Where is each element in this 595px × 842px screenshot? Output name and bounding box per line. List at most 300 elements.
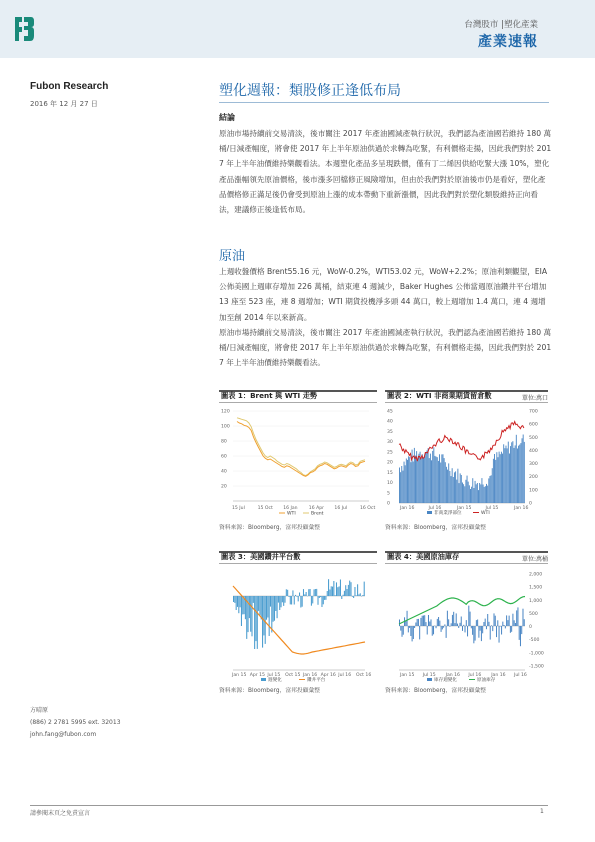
bar xyxy=(310,589,311,596)
bar xyxy=(461,475,462,503)
bar xyxy=(299,593,300,597)
bar xyxy=(432,451,433,503)
bar xyxy=(495,460,496,503)
bar xyxy=(473,626,474,643)
bar xyxy=(486,484,487,503)
bar xyxy=(340,580,341,597)
y-tick-label: 20 xyxy=(221,484,227,490)
bar xyxy=(400,626,401,631)
figure-2 xyxy=(385,390,548,531)
bar xyxy=(482,626,483,633)
bar xyxy=(455,471,456,503)
bar xyxy=(405,465,406,503)
bar xyxy=(523,435,524,504)
bar xyxy=(498,457,499,503)
bar xyxy=(407,611,408,626)
bar xyxy=(493,459,494,503)
bar xyxy=(431,460,432,503)
bar xyxy=(269,596,270,636)
bar xyxy=(425,452,426,503)
bar xyxy=(408,626,409,632)
bar xyxy=(405,621,406,626)
bar xyxy=(259,596,260,615)
bar xyxy=(454,472,455,503)
crude-paragraph-1: 上週收盤價格 Brent55.16 元，WoW-0.2%，WTI53.02 元，WoW+2.2%；原油利類觀望，EIA 公佈美國上週庫存增加 226 萬桶，結束連 4 週減少，Baker Hughes 公佈當週原油鑽井平台增加 13 座至 523 座，連 8 週增加；WTI 期貨投機淨多頭 44 萬口，較上週增加 1.4 萬口，連 4 週增加至創 2014 年以來新高。 xyxy=(219,267,548,322)
bar xyxy=(273,596,274,622)
bar xyxy=(410,626,411,636)
bar xyxy=(254,596,255,649)
legend-wti2-label: WTI xyxy=(481,511,490,516)
figure-3-title: 圖表 3：美國鑽井平台數 xyxy=(221,552,301,561)
bar xyxy=(417,619,418,626)
bar xyxy=(445,462,446,503)
bar xyxy=(451,623,452,626)
bar xyxy=(507,620,508,626)
bar xyxy=(468,482,469,503)
bar xyxy=(433,447,434,503)
figure-3-source: 資料來源：Bloomberg，富邦投顧彙整 xyxy=(219,688,321,694)
bar xyxy=(437,457,438,503)
bar xyxy=(492,626,493,631)
bar xyxy=(290,596,291,604)
bar xyxy=(266,596,267,620)
bar xyxy=(424,456,425,503)
bar xyxy=(439,454,440,503)
x-tick-label: Jan 16 xyxy=(445,673,460,678)
bar xyxy=(402,626,403,637)
bar xyxy=(414,626,415,628)
bar xyxy=(421,458,422,503)
bar xyxy=(429,458,430,503)
bar xyxy=(412,626,413,641)
bar xyxy=(488,622,489,626)
bar xyxy=(325,596,326,600)
bar xyxy=(422,454,423,503)
x-tick-label: Jan 16 xyxy=(400,506,415,511)
legend-rig-label: 鑽井平台 xyxy=(307,678,326,683)
left-y-tick: 20 xyxy=(387,460,393,466)
figure-2-source: 資料來源：Bloomberg，富邦投顧彙整 xyxy=(385,525,487,531)
bar xyxy=(312,596,313,603)
figure-3-chart xyxy=(219,566,377,684)
figure-1 xyxy=(219,390,377,531)
bar xyxy=(420,618,421,626)
bar xyxy=(449,626,450,627)
left-y-tick: 25 xyxy=(387,450,393,456)
x-tick-label: Oct 16 xyxy=(356,673,372,678)
bar xyxy=(471,487,472,503)
bar xyxy=(283,596,284,606)
bar xyxy=(518,446,519,503)
bar xyxy=(234,596,235,603)
bar xyxy=(233,596,234,602)
bar xyxy=(475,626,476,641)
x-tick-label: Jan 15 xyxy=(457,506,472,511)
bar xyxy=(512,614,513,626)
bar xyxy=(298,596,299,601)
bar xyxy=(511,626,512,632)
x-tick-label: Jan 16 xyxy=(491,673,506,678)
figure-2-header xyxy=(385,390,548,403)
bar xyxy=(452,615,453,626)
bar xyxy=(404,462,405,503)
bar xyxy=(476,484,477,503)
legend-invchange-label: 庫存週變化 xyxy=(434,678,457,683)
bar xyxy=(507,448,508,503)
footer-divider xyxy=(30,805,548,806)
bar xyxy=(284,596,285,603)
bar xyxy=(317,596,318,605)
bar xyxy=(466,620,467,626)
bar xyxy=(489,476,490,503)
bar xyxy=(300,596,301,608)
bar xyxy=(512,441,513,503)
bar xyxy=(514,620,515,626)
bar xyxy=(432,626,433,636)
bar xyxy=(497,620,498,626)
left-y-tick: 35 xyxy=(387,429,393,435)
bar xyxy=(418,454,419,503)
left-y-tick: 5 xyxy=(387,491,390,497)
bar xyxy=(345,585,346,596)
bar xyxy=(415,623,416,627)
figure-4-source: 資料來源：Bloomberg，富邦投顧彙整 xyxy=(385,688,487,694)
bar xyxy=(464,486,465,503)
bar xyxy=(278,596,279,603)
x-tick-label: 16 Oct xyxy=(360,506,376,511)
analyst-phone: (886) 2 2781 5995 ext. 32013 xyxy=(30,719,121,726)
bar xyxy=(304,594,305,596)
right-y-tick: -500 xyxy=(529,638,540,644)
figure-2-unit: 單位:萬口 xyxy=(521,395,548,402)
bar xyxy=(452,468,453,503)
legend-inv-label: 原油庫存 xyxy=(477,678,496,683)
bar xyxy=(295,595,296,596)
bar xyxy=(484,487,485,503)
bar xyxy=(496,626,497,637)
bar xyxy=(469,485,470,503)
bar xyxy=(296,596,297,597)
right-y-tick: -1,500 xyxy=(529,664,544,670)
bar xyxy=(502,622,503,626)
bar xyxy=(315,589,316,596)
bar xyxy=(501,626,502,635)
bar xyxy=(420,452,421,503)
legend-rigchange-label: 週變化 xyxy=(268,678,282,683)
bar xyxy=(341,596,342,599)
summary-heading: 結論 xyxy=(219,113,235,122)
bar xyxy=(323,596,324,604)
bar xyxy=(320,596,321,597)
figure-4-chart xyxy=(385,566,548,684)
bar xyxy=(430,454,431,503)
right-y-tick: -1,000 xyxy=(529,651,544,657)
bar xyxy=(472,478,473,503)
bar xyxy=(242,596,243,614)
bar xyxy=(467,626,468,636)
bar xyxy=(516,610,517,626)
bar xyxy=(491,625,492,626)
y-tick-label: 60 xyxy=(221,454,227,460)
bar xyxy=(250,596,251,632)
bar xyxy=(483,622,484,626)
bar xyxy=(417,458,418,503)
bar xyxy=(336,582,337,596)
bar xyxy=(408,456,409,503)
right-y-tick: 700 xyxy=(529,409,538,415)
bar xyxy=(470,489,471,503)
right-y-tick: 300 xyxy=(529,462,538,468)
bar xyxy=(270,596,271,607)
bar xyxy=(522,438,523,503)
bar xyxy=(356,595,357,596)
bar xyxy=(467,476,468,503)
bar xyxy=(472,626,473,635)
bar xyxy=(236,596,237,610)
figure-3-header xyxy=(219,551,377,564)
bar xyxy=(415,456,416,503)
bar xyxy=(506,446,507,503)
bar xyxy=(457,624,458,626)
bar xyxy=(487,486,488,503)
x-tick-label: 15 Jul xyxy=(232,506,245,511)
bar xyxy=(429,622,430,627)
bar xyxy=(505,626,506,628)
bar xyxy=(350,582,351,596)
bar xyxy=(501,452,502,503)
bar xyxy=(480,626,481,631)
bar xyxy=(261,596,262,620)
bar xyxy=(495,616,496,626)
bar xyxy=(399,620,400,627)
bar xyxy=(494,613,495,626)
bar xyxy=(438,617,439,626)
bar xyxy=(446,467,447,503)
figure-4 xyxy=(385,551,548,694)
bar xyxy=(478,490,479,503)
x-tick-label: 16 Jan xyxy=(283,506,298,511)
x-tick-label: Jan 15 xyxy=(400,673,415,678)
bar xyxy=(339,586,340,596)
bar xyxy=(491,475,492,503)
bar xyxy=(488,478,489,503)
bar xyxy=(490,626,491,640)
bar xyxy=(524,619,525,626)
bar xyxy=(459,483,460,503)
right-y-tick: 400 xyxy=(529,448,538,454)
bar xyxy=(344,591,345,596)
bar xyxy=(468,606,469,626)
bar xyxy=(329,590,330,597)
bar xyxy=(425,622,426,626)
bar xyxy=(504,625,505,626)
bar xyxy=(406,459,407,504)
left-y-tick: 15 xyxy=(387,470,393,476)
bar xyxy=(287,590,288,596)
bar xyxy=(249,596,250,618)
bar xyxy=(486,626,487,629)
bar xyxy=(451,476,452,503)
y-tick-label: 100 xyxy=(221,424,230,430)
bar xyxy=(503,444,504,503)
bar xyxy=(481,626,482,641)
bar xyxy=(443,454,444,503)
bar xyxy=(520,443,521,503)
bar xyxy=(426,450,427,503)
bar xyxy=(409,457,410,503)
footer-disclaimer[interactable]: 請參閱末頁之免責宣言 xyxy=(30,810,91,817)
figure-4-unit: 單位:萬桶 xyxy=(521,556,548,563)
bar xyxy=(436,626,437,628)
bar xyxy=(302,596,303,607)
bar xyxy=(514,448,515,503)
bar xyxy=(311,596,312,606)
bar xyxy=(357,584,358,596)
bar xyxy=(436,457,437,503)
left-y-tick: 0 xyxy=(387,501,390,507)
bar xyxy=(286,589,287,596)
bar xyxy=(409,626,410,628)
bar xyxy=(251,596,252,636)
bar xyxy=(499,452,500,503)
bar xyxy=(462,626,463,631)
bar xyxy=(253,596,254,603)
bar xyxy=(324,596,325,600)
bar xyxy=(462,483,463,504)
bar xyxy=(471,626,472,628)
bar xyxy=(248,596,249,632)
bar xyxy=(358,594,359,596)
bar xyxy=(478,626,479,638)
bar xyxy=(510,446,511,503)
bar xyxy=(509,454,510,504)
analyst-email[interactable]: john.fang@fubon.com xyxy=(30,731,97,738)
firm-name: Fubon Research xyxy=(30,81,109,92)
crude-heading: 原油 xyxy=(219,249,246,264)
figure-1-lines xyxy=(237,418,365,477)
bar xyxy=(444,458,445,503)
bar xyxy=(431,619,432,626)
bar xyxy=(492,468,493,503)
bar xyxy=(407,460,408,503)
bar xyxy=(262,596,263,648)
bar xyxy=(485,619,486,626)
bar xyxy=(335,595,336,596)
legend-position-swatch xyxy=(427,511,432,514)
bar xyxy=(418,619,419,626)
bar xyxy=(399,468,400,504)
y-tick-label: 40 xyxy=(221,469,227,475)
bar xyxy=(303,589,304,596)
title-divider xyxy=(219,102,549,103)
x-tick-label: 16 Jul xyxy=(334,506,348,511)
figure-2-chart xyxy=(385,405,548,517)
bar xyxy=(473,488,474,503)
bar xyxy=(448,619,449,626)
bar xyxy=(410,462,411,503)
bar xyxy=(277,596,278,618)
bar xyxy=(362,595,363,596)
bar xyxy=(308,589,309,596)
bar xyxy=(279,596,280,610)
bar xyxy=(423,458,424,503)
right-y-tick: 100 xyxy=(529,488,538,494)
bar xyxy=(354,587,355,596)
bar xyxy=(337,587,338,596)
bar xyxy=(510,626,511,633)
bar xyxy=(428,448,429,503)
bar xyxy=(458,626,459,628)
bar xyxy=(288,596,289,597)
bar xyxy=(475,481,476,503)
bar xyxy=(516,435,517,503)
bar xyxy=(238,596,239,613)
bar xyxy=(520,626,521,646)
bar xyxy=(258,596,259,611)
x-tick-label: Jul 15 xyxy=(267,673,281,678)
bar xyxy=(413,462,414,504)
y-tick-label: 80 xyxy=(221,439,227,445)
x-tick-label: Oct 15 xyxy=(285,673,301,678)
bar xyxy=(331,586,332,596)
bar xyxy=(400,472,401,503)
bar xyxy=(494,454,495,503)
bar xyxy=(321,596,322,607)
bar xyxy=(402,471,403,503)
bar xyxy=(292,590,293,596)
bar xyxy=(294,596,295,605)
legend-invchange-swatch xyxy=(427,678,432,681)
bar xyxy=(263,596,264,635)
bar xyxy=(327,591,328,596)
bar xyxy=(444,624,445,626)
left-y-tick: 45 xyxy=(387,409,393,415)
bar xyxy=(314,589,315,596)
bar xyxy=(437,619,438,626)
x-tick-label: Jul 16 xyxy=(514,673,527,678)
x-tick-label: Apr 15 xyxy=(249,673,265,678)
bar xyxy=(517,607,518,626)
legend-rigchange-swatch xyxy=(261,678,266,681)
bar xyxy=(453,612,454,626)
x-tick-label: Jul 16 xyxy=(428,506,442,511)
legend-wti-label: WTI xyxy=(287,511,296,517)
left-y-tick: 30 xyxy=(387,440,393,446)
bar xyxy=(348,585,349,596)
bar xyxy=(502,454,503,503)
bar xyxy=(319,596,320,598)
bar xyxy=(332,587,333,596)
bar xyxy=(463,484,464,503)
bar xyxy=(257,596,258,649)
y-tick-label: 120 xyxy=(221,409,230,415)
bar xyxy=(461,617,462,627)
bar xyxy=(442,626,443,629)
bar xyxy=(343,595,344,596)
bar xyxy=(237,596,238,607)
bar xyxy=(496,452,497,503)
right-y-tick: 600 xyxy=(529,422,538,428)
bar xyxy=(454,623,455,626)
bar xyxy=(265,596,266,644)
figure-3 xyxy=(219,551,377,694)
bar xyxy=(353,596,354,598)
bar xyxy=(477,483,478,503)
figure-3-bars xyxy=(233,579,365,649)
bar xyxy=(463,625,464,626)
header-category: 台灣股市 |塑化產業 xyxy=(464,20,538,30)
bar xyxy=(435,456,436,503)
